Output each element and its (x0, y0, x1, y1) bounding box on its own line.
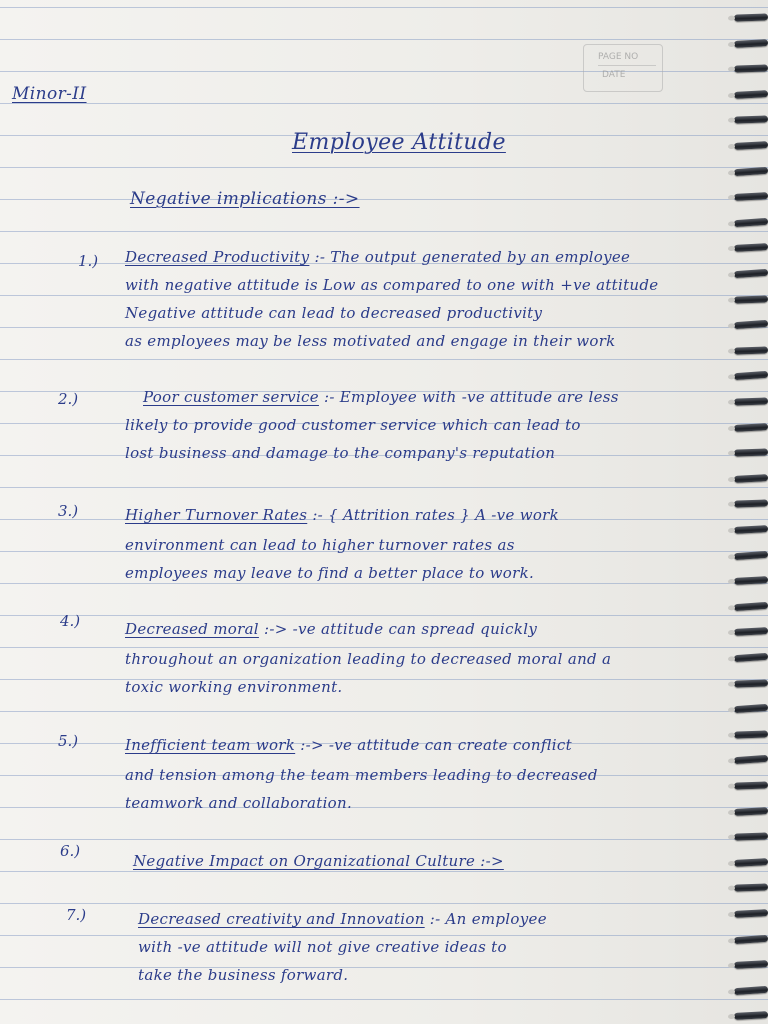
spiral-ring (734, 115, 768, 123)
item-line: lost business and damage to the company's reputation (125, 444, 556, 462)
spiral-ring (734, 807, 768, 816)
spiral-ring (734, 141, 768, 150)
spiral-ring (734, 627, 768, 636)
item-number: 3.) (58, 502, 79, 520)
item-line: with -ve attitude will not give creative ideas to (138, 938, 507, 956)
spiral-ring (734, 755, 768, 764)
spiral-ring (734, 653, 768, 662)
spiral-ring (734, 90, 768, 99)
item-line: toxic working environment. (125, 678, 343, 696)
spiral-binding (728, 0, 768, 1024)
spiral-ring (734, 704, 768, 713)
item-heading: Negative Impact on Organizational Culture :-> (133, 852, 504, 870)
item-line: employees may leave to find a better place to work. (125, 564, 535, 582)
item-number: 6.) (60, 842, 81, 860)
item-line: Negative attitude can lead to decreased productivity (125, 304, 543, 322)
spiral-ring (734, 167, 768, 176)
spiral-ring (734, 1011, 768, 1020)
page-title: Employee Attitude (292, 130, 506, 155)
spiral-ring (734, 525, 768, 534)
spiral-ring (734, 192, 768, 201)
item-line: teamwork and collaboration. (125, 794, 353, 812)
spiral-ring (734, 13, 768, 21)
spiral-ring (734, 986, 768, 995)
spiral-ring (734, 576, 768, 585)
item-number: 7.) (66, 906, 87, 924)
spiral-ring (734, 448, 768, 456)
spiral-ring (734, 935, 768, 944)
item-line: and tension among the team members leading to decreased (125, 766, 598, 784)
item-heading: Decreased creativity and Innovation (138, 910, 425, 928)
item-line: :- An employee (424, 910, 547, 928)
item-line: :- Employee with -ve attitude are less (318, 388, 619, 406)
item-line: :- The output generated by an employee (309, 248, 631, 266)
spiral-ring (734, 39, 768, 48)
item-heading: Inefficient team work (125, 736, 296, 754)
spiral-ring (734, 320, 768, 329)
item-line: as employees may be less motivated and engage in their work (125, 332, 616, 350)
item-line: :-> -ve attitude can create conflict (295, 736, 572, 754)
item-line: environment can lead to higher turnover rates as (125, 536, 515, 554)
page-date-stamp (583, 44, 663, 92)
item-number: 4.) (60, 612, 81, 630)
item-number: 2.) (58, 390, 79, 408)
spiral-ring (734, 551, 768, 560)
item-line: :- { Attrition rates } A -ve work (307, 506, 560, 524)
subheading: Negative implications :-> (130, 189, 360, 209)
page-no-label: PAGE NO (598, 52, 639, 62)
spiral-ring (734, 371, 768, 380)
spiral-ring (734, 832, 768, 840)
spiral-ring (734, 858, 768, 867)
item-line: throughout an organization leading to decreased moral and a (125, 650, 612, 668)
spiral-ring (734, 269, 768, 278)
item-line: take the business forward. (138, 966, 349, 984)
spiral-ring (734, 730, 768, 738)
date-label: DATE (602, 70, 626, 80)
spiral-ring (734, 64, 768, 72)
item-line: likely to provide good customer service which can lead to (125, 416, 581, 434)
stamp-divider (598, 65, 656, 66)
spiral-ring (734, 243, 768, 252)
spiral-ring (734, 679, 768, 687)
spiral-ring (734, 397, 768, 405)
item-heading: Decreased moral (125, 620, 259, 638)
item-heading: Poor customer service (143, 388, 319, 406)
item-heading: Decreased Productivity (125, 248, 310, 266)
item-number: 1.) (78, 252, 99, 270)
spiral-ring (734, 960, 768, 969)
spiral-ring (734, 909, 768, 918)
item-line: with negative attitude is Low as compared to one with +ve attitude (125, 276, 659, 294)
item-heading: Higher Turnover Rates (125, 506, 308, 524)
spiral-ring (734, 474, 768, 483)
item-line: :-> -ve attitude can spread quickly (258, 620, 538, 638)
spiral-ring (734, 423, 768, 432)
spiral-ring (734, 346, 768, 354)
spiral-ring (734, 499, 768, 507)
header-label: Minor-II (12, 84, 87, 104)
item-number: 5.) (58, 732, 79, 750)
spiral-ring (734, 218, 768, 227)
spiral-ring (734, 602, 768, 611)
spiral-ring (734, 883, 768, 891)
spiral-ring (734, 295, 768, 303)
spiral-ring (734, 781, 768, 789)
